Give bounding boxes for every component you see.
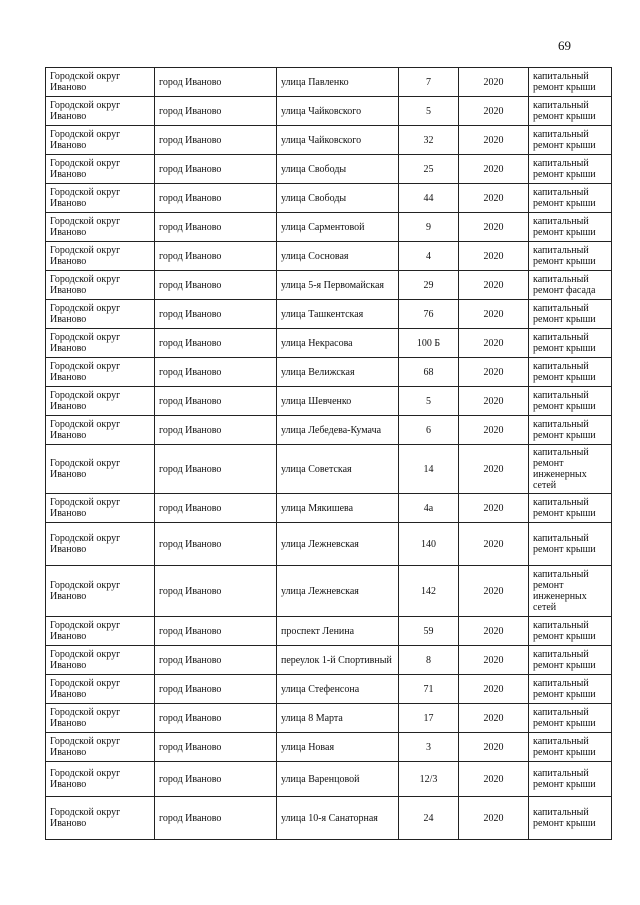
- cell-house: 8: [399, 646, 459, 675]
- cell-house: 12/3: [399, 762, 459, 797]
- cell-year: 2020: [459, 733, 529, 762]
- cell-year: 2020: [459, 68, 529, 97]
- cell-district: Городской округ Иваново: [46, 155, 155, 184]
- cell-work: капитальный ремонт крыши: [529, 68, 612, 97]
- cell-street: улица Новая: [277, 733, 399, 762]
- cell-house: 4: [399, 242, 459, 271]
- cell-district: Городской округ Иваново: [46, 300, 155, 329]
- cell-city: город Иваново: [155, 358, 277, 387]
- cell-district: Городской округ Иваново: [46, 762, 155, 797]
- cell-house: 9: [399, 213, 459, 242]
- cell-city: город Иваново: [155, 646, 277, 675]
- cell-city: город Иваново: [155, 387, 277, 416]
- cell-house: 25: [399, 155, 459, 184]
- cell-work: капитальный ремонт крыши: [529, 797, 612, 840]
- cell-street: улица Некрасова: [277, 329, 399, 358]
- cell-house: 29: [399, 271, 459, 300]
- table-row: [46, 733, 612, 762]
- cell-street: улица Сосновая: [277, 242, 399, 271]
- cell-street: улица Советская: [277, 445, 399, 494]
- cell-year: 2020: [459, 762, 529, 797]
- cell-district: Городской округ Иваново: [46, 523, 155, 566]
- cell-district: Городской округ Иваново: [46, 271, 155, 300]
- cell-district: Городской округ Иваново: [46, 213, 155, 242]
- cell-year: 2020: [459, 213, 529, 242]
- cell-district: Городской округ Иваново: [46, 675, 155, 704]
- cell-work: капитальный ремонт крыши: [529, 184, 612, 213]
- cell-city: город Иваново: [155, 704, 277, 733]
- cell-year: 2020: [459, 797, 529, 840]
- cell-street: проспект Ленина: [277, 617, 399, 646]
- page-number: 69: [558, 38, 571, 53]
- table-row: [46, 126, 612, 155]
- cell-house: 3: [399, 733, 459, 762]
- cell-house: 59: [399, 617, 459, 646]
- cell-work: капитальный ремонт крыши: [529, 704, 612, 733]
- cell-year: 2020: [459, 617, 529, 646]
- cell-work: капитальный ремонт крыши: [529, 155, 612, 184]
- table-row: [46, 445, 612, 494]
- cell-district: Городской округ Иваново: [46, 617, 155, 646]
- cell-city: город Иваново: [155, 97, 277, 126]
- cell-year: 2020: [459, 675, 529, 704]
- repair-schedule-table: [45, 67, 612, 840]
- cell-street: улица 5-я Первомайская: [277, 271, 399, 300]
- table-row: [46, 762, 612, 797]
- cell-street: улица 10-я Санаторная: [277, 797, 399, 840]
- cell-house: 71: [399, 675, 459, 704]
- cell-district: Городской округ Иваново: [46, 242, 155, 271]
- cell-street: улица Чайковского: [277, 126, 399, 155]
- cell-year: 2020: [459, 445, 529, 494]
- cell-house: 17: [399, 704, 459, 733]
- cell-house: 76: [399, 300, 459, 329]
- table-row: [46, 617, 612, 646]
- cell-city: город Иваново: [155, 213, 277, 242]
- cell-street: улица Свободы: [277, 184, 399, 213]
- table-row: [46, 416, 612, 445]
- cell-work: капитальный ремонт крыши: [529, 762, 612, 797]
- cell-work: капитальный ремонт крыши: [529, 646, 612, 675]
- table-row: [46, 797, 612, 840]
- cell-house: 24: [399, 797, 459, 840]
- cell-street: переулок 1-й Спортивный: [277, 646, 399, 675]
- cell-city: город Иваново: [155, 242, 277, 271]
- cell-street: улица 8 Марта: [277, 704, 399, 733]
- cell-house: 4а: [399, 494, 459, 523]
- cell-year: 2020: [459, 387, 529, 416]
- cell-street: улица Павленко: [277, 68, 399, 97]
- cell-year: 2020: [459, 126, 529, 155]
- cell-district: Городской округ Иваново: [46, 646, 155, 675]
- cell-district: Городской округ Иваново: [46, 416, 155, 445]
- cell-work: капитальный ремонт крыши: [529, 523, 612, 566]
- cell-district: Городской округ Иваново: [46, 358, 155, 387]
- table-row: [46, 646, 612, 675]
- cell-city: город Иваново: [155, 762, 277, 797]
- cell-house: 100 Б: [399, 329, 459, 358]
- cell-district: Городской округ Иваново: [46, 126, 155, 155]
- cell-city: город Иваново: [155, 523, 277, 566]
- cell-work: капитальный ремонт крыши: [529, 675, 612, 704]
- cell-year: 2020: [459, 242, 529, 271]
- cell-work: капитальный ремонт крыши: [529, 358, 612, 387]
- cell-street: улица Лебедева-Кумача: [277, 416, 399, 445]
- table-row: [46, 704, 612, 733]
- cell-work: капитальный ремонт крыши: [529, 387, 612, 416]
- cell-year: 2020: [459, 704, 529, 733]
- table-row: [46, 271, 612, 300]
- cell-work: капитальный ремонт крыши: [529, 329, 612, 358]
- table-row: [46, 358, 612, 387]
- table-row: [46, 242, 612, 271]
- cell-street: улица Сарментовой: [277, 213, 399, 242]
- table-row: [46, 675, 612, 704]
- cell-district: Городской округ Иваново: [46, 733, 155, 762]
- cell-work: капитальный ремонт крыши: [529, 733, 612, 762]
- cell-district: Городской округ Иваново: [46, 797, 155, 840]
- table-row: [46, 494, 612, 523]
- cell-city: город Иваново: [155, 300, 277, 329]
- cell-year: 2020: [459, 358, 529, 387]
- cell-city: город Иваново: [155, 617, 277, 646]
- cell-work: капитальный ремонт крыши: [529, 97, 612, 126]
- cell-year: 2020: [459, 566, 529, 617]
- cell-city: город Иваново: [155, 329, 277, 358]
- table-row: [46, 329, 612, 358]
- cell-work: капитальный ремонт фасада: [529, 271, 612, 300]
- cell-year: 2020: [459, 523, 529, 566]
- cell-district: Городской округ Иваново: [46, 97, 155, 126]
- cell-year: 2020: [459, 646, 529, 675]
- cell-house: 68: [399, 358, 459, 387]
- cell-city: город Иваново: [155, 416, 277, 445]
- cell-city: город Иваново: [155, 566, 277, 617]
- cell-district: Городской округ Иваново: [46, 566, 155, 617]
- table-row: [46, 184, 612, 213]
- cell-house: 5: [399, 387, 459, 416]
- cell-street: улица Стефенсона: [277, 675, 399, 704]
- cell-district: Городской округ Иваново: [46, 68, 155, 97]
- cell-city: город Иваново: [155, 271, 277, 300]
- cell-street: улица Велижская: [277, 358, 399, 387]
- cell-year: 2020: [459, 329, 529, 358]
- cell-year: 2020: [459, 271, 529, 300]
- cell-house: 7: [399, 68, 459, 97]
- table-row: [46, 387, 612, 416]
- cell-work: капитальный ремонт крыши: [529, 213, 612, 242]
- cell-street: улица Чайковского: [277, 97, 399, 126]
- table-row: [46, 68, 612, 97]
- cell-house: 32: [399, 126, 459, 155]
- cell-street: улица Ташкентская: [277, 300, 399, 329]
- table-row: [46, 155, 612, 184]
- cell-city: город Иваново: [155, 797, 277, 840]
- cell-city: город Иваново: [155, 675, 277, 704]
- table-row: [46, 523, 612, 566]
- cell-city: город Иваново: [155, 494, 277, 523]
- cell-year: 2020: [459, 184, 529, 213]
- cell-district: Городской округ Иваново: [46, 445, 155, 494]
- cell-city: город Иваново: [155, 155, 277, 184]
- cell-street: улица Шевченко: [277, 387, 399, 416]
- cell-work: капитальный ремонт крыши: [529, 617, 612, 646]
- cell-work: капитальный ремонт инженерных сетей: [529, 566, 612, 617]
- cell-city: город Иваново: [155, 733, 277, 762]
- cell-district: Городской округ Иваново: [46, 704, 155, 733]
- table-row: [46, 300, 612, 329]
- cell-house: 14: [399, 445, 459, 494]
- table-row: [46, 566, 612, 617]
- cell-district: Городской округ Иваново: [46, 387, 155, 416]
- cell-house: 5: [399, 97, 459, 126]
- table-row: [46, 97, 612, 126]
- cell-district: Городской округ Иваново: [46, 329, 155, 358]
- cell-city: город Иваново: [155, 68, 277, 97]
- cell-work: капитальный ремонт крыши: [529, 416, 612, 445]
- cell-street: улица Мякишева: [277, 494, 399, 523]
- cell-year: 2020: [459, 155, 529, 184]
- cell-street: улица Лежневская: [277, 523, 399, 566]
- cell-work: капитальный ремонт крыши: [529, 242, 612, 271]
- cell-street: улица Варенцовой: [277, 762, 399, 797]
- cell-house: 44: [399, 184, 459, 213]
- cell-house: 142: [399, 566, 459, 617]
- cell-year: 2020: [459, 97, 529, 126]
- cell-work: капитальный ремонт крыши: [529, 494, 612, 523]
- cell-city: город Иваново: [155, 445, 277, 494]
- cell-city: город Иваново: [155, 184, 277, 213]
- cell-street: улица Свободы: [277, 155, 399, 184]
- table-row: [46, 213, 612, 242]
- cell-street: улица Лежневская: [277, 566, 399, 617]
- cell-work: капитальный ремонт крыши: [529, 300, 612, 329]
- cell-year: 2020: [459, 416, 529, 445]
- cell-year: 2020: [459, 494, 529, 523]
- cell-work: капитальный ремонт крыши: [529, 126, 612, 155]
- cell-city: город Иваново: [155, 126, 277, 155]
- cell-year: 2020: [459, 300, 529, 329]
- cell-house: 140: [399, 523, 459, 566]
- cell-house: 6: [399, 416, 459, 445]
- cell-work: капитальный ремонт инженерных сетей: [529, 445, 612, 494]
- cell-district: Городской округ Иваново: [46, 184, 155, 213]
- cell-district: Городской округ Иваново: [46, 494, 155, 523]
